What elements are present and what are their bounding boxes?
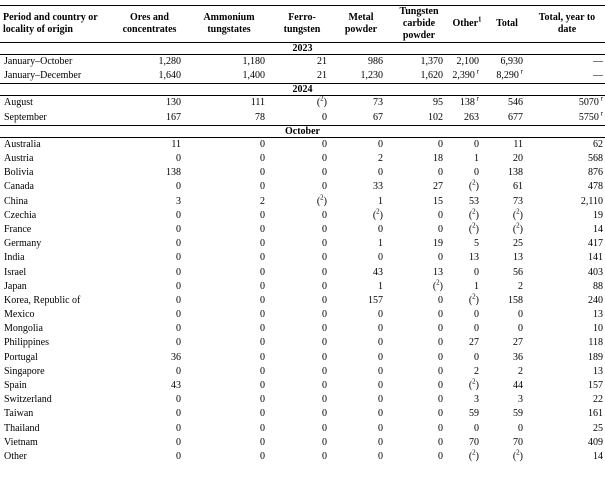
table-cell: 13: [469, 252, 479, 264]
table-cell: 240: [588, 294, 603, 306]
row-label: India: [4, 252, 25, 264]
table-cell: 53: [469, 195, 479, 207]
table-cell: 0: [176, 153, 181, 165]
table-cell: 876: [588, 167, 603, 179]
table-row: [0, 308, 605, 322]
row-label: Germany: [4, 238, 42, 250]
table-cell: 21: [317, 56, 327, 68]
table-cell: 478: [588, 181, 603, 193]
table-row: [0, 336, 605, 350]
table-cell: ($^2$): [512, 221, 523, 235]
column-header-1: Ores and concentrates: [112, 6, 187, 43]
table-cell: 161: [588, 408, 603, 420]
table-cell: —: [593, 70, 603, 82]
table-row: [0, 280, 605, 294]
section-title: 2023: [0, 43, 605, 55]
table-cell: 0: [322, 223, 327, 235]
table-cell: 33: [373, 181, 383, 193]
table-cell: 2,100: [456, 56, 479, 68]
table-cell: 0: [176, 309, 181, 321]
table-cell: 6,930: [500, 56, 523, 68]
table-cell: 263: [464, 111, 479, 123]
table-cell: 0: [176, 252, 181, 264]
table-cell: ($^2$): [316, 193, 327, 207]
table-cell: 0: [322, 266, 327, 278]
table-cell: 0: [474, 266, 479, 278]
table-cell: 11: [171, 138, 181, 150]
table-cell: 14: [593, 223, 603, 235]
table-cell: 0: [260, 223, 265, 235]
table-cell: 0: [438, 209, 443, 221]
table-row: [0, 365, 605, 379]
table-cell: 0: [260, 337, 265, 349]
row-label: Bolivia: [4, 167, 34, 179]
column-header-4: Metal powder: [333, 6, 389, 43]
table-cell: 62: [593, 138, 603, 150]
section-title: 2024: [0, 84, 605, 96]
table-cell: 0: [322, 238, 327, 250]
table-cell: 157: [368, 294, 383, 306]
table-cell: 0: [378, 394, 383, 406]
table-cell: 0: [322, 153, 327, 165]
table-cell: 0: [378, 167, 383, 179]
table-cell: 0: [322, 111, 327, 123]
table-cell: 0: [378, 223, 383, 235]
table-cell: 27: [433, 181, 443, 193]
table-cell: 0: [438, 138, 443, 150]
table-cell: 0: [438, 365, 443, 377]
table-cell: 0: [176, 323, 181, 335]
table-cell: ($^2$): [468, 448, 479, 462]
row-label: Korea, Republic of: [4, 294, 81, 306]
row-label: Japan: [4, 280, 27, 292]
table-cell: 102: [428, 111, 443, 123]
table-cell: 2: [518, 365, 523, 377]
table-cell: 986: [368, 56, 383, 68]
table-cell: 189: [588, 351, 603, 363]
table-cell: 0: [438, 294, 443, 306]
table-row: [0, 379, 605, 393]
table-cell: ($^2$): [468, 292, 479, 306]
table-cell: 0: [260, 209, 265, 221]
table-body: [0, 43, 605, 465]
table-cell: 0: [322, 252, 327, 264]
table-cell: 1: [378, 280, 383, 292]
table-cell: 11: [513, 138, 523, 150]
column-header-2: Ammonium tungstates: [187, 6, 271, 43]
table-cell: 0: [260, 252, 265, 264]
table-cell: 0: [378, 351, 383, 363]
table-cell: 0: [260, 408, 265, 420]
table-cell: ($^2$): [468, 179, 479, 193]
table-cell: 5750 $^r$: [578, 109, 603, 123]
table-row: [0, 407, 605, 421]
table-cell: 0: [260, 450, 265, 462]
table-cell: 403: [588, 266, 603, 278]
table-cell: 0: [438, 436, 443, 448]
table-cell: 0: [260, 309, 265, 321]
table-cell: ($^2$): [432, 278, 443, 292]
table-cell: 0: [438, 450, 443, 462]
table-cell: ($^2$): [468, 221, 479, 235]
column-header-8: Total, year to date: [529, 6, 605, 43]
table-cell: 0: [176, 294, 181, 306]
table-cell: 409: [588, 436, 603, 448]
table-cell: 0: [322, 422, 327, 434]
table-cell: 2: [260, 195, 265, 207]
column-header-3: Ferro-tungsten: [271, 6, 333, 43]
table-cell: 5070 $^r$: [578, 95, 603, 109]
table-cell: 1: [474, 280, 479, 292]
table-cell: 5: [474, 238, 479, 250]
table-cell: 0: [322, 365, 327, 377]
table-row: [0, 436, 605, 450]
table-row: [0, 55, 605, 70]
table-cell: 36: [513, 351, 523, 363]
table-cell: 0: [260, 351, 265, 363]
column-header-0: Period and country or locality of origin: [0, 6, 112, 43]
column-header-6: Other$^1$: [449, 6, 485, 43]
table-cell: 2: [378, 153, 383, 165]
table-cell: 568: [588, 153, 603, 165]
table-cell: 20: [513, 153, 523, 165]
row-label: Portugal: [4, 351, 38, 363]
header-row: [0, 6, 605, 43]
table-cell: 0: [378, 408, 383, 420]
table-cell: 67: [373, 111, 383, 123]
table-cell: 0: [176, 422, 181, 434]
row-label: Other: [4, 450, 27, 462]
table-cell: 0: [260, 436, 265, 448]
table-cell: 0: [474, 167, 479, 179]
table-cell: 0: [438, 422, 443, 434]
table-cell: 0: [438, 252, 443, 264]
table-cell: 0: [378, 323, 383, 335]
table-cell: 2: [518, 280, 523, 292]
table-cell: 0: [322, 351, 327, 363]
table-cell: 0: [378, 337, 383, 349]
row-label: January–December: [4, 70, 82, 82]
table-cell: 0: [438, 351, 443, 363]
table-cell: 138: [508, 167, 523, 179]
table-cell: 167: [166, 111, 181, 123]
table-cell: 0: [176, 365, 181, 377]
table-cell: 157: [588, 380, 603, 392]
table-cell: ($^2$): [372, 207, 383, 221]
table-cell: —: [593, 56, 603, 68]
table-cell: 73: [513, 195, 523, 207]
table-cell: 73: [373, 97, 383, 109]
table-cell: 0: [474, 351, 479, 363]
row-label: Czechia: [4, 209, 37, 221]
table-cell: 1,280: [158, 56, 181, 68]
table-cell: 3: [518, 394, 523, 406]
table-cell: 13: [513, 252, 523, 264]
row-label: Mexico: [4, 309, 35, 321]
table-cell: 0: [176, 450, 181, 462]
table-cell: 78: [255, 111, 265, 123]
column-header-7: Total: [485, 6, 529, 43]
table-cell: 0: [378, 365, 383, 377]
table-cell: 138: [166, 167, 181, 179]
table-cell: 0: [518, 309, 523, 321]
row-label: Mongolia: [4, 323, 43, 335]
table-row: [0, 180, 605, 194]
table-cell: 0: [322, 309, 327, 321]
table-cell: 0: [260, 394, 265, 406]
row-label: France: [4, 223, 32, 235]
table-cell: 0: [322, 450, 327, 462]
row-label: Vietnam: [4, 436, 38, 448]
table-cell: 56: [513, 266, 523, 278]
table-cell: 0: [378, 309, 383, 321]
table-row: [0, 265, 605, 279]
row-label: September: [4, 111, 47, 123]
table-cell: 0: [322, 323, 327, 335]
table-cell: 0: [176, 209, 181, 221]
table-cell: 18: [433, 153, 443, 165]
table-cell: 27: [513, 337, 523, 349]
table-row: [0, 195, 605, 209]
table-cell: 0: [322, 181, 327, 193]
table-cell: 0: [322, 408, 327, 420]
table-cell: 1: [378, 238, 383, 250]
table-row: [0, 96, 605, 111]
row-label: January–October: [4, 56, 73, 68]
table-cell: 2,390 $^r$: [452, 67, 479, 82]
table-row: [0, 322, 605, 336]
table-cell: 19: [433, 238, 443, 250]
table-cell: 22: [593, 394, 603, 406]
table-cell: 19: [593, 209, 603, 221]
table-cell: 43: [373, 266, 383, 278]
row-label: China: [4, 195, 28, 207]
table-cell: 0: [176, 223, 181, 235]
table-cell: 111: [250, 97, 265, 109]
table-cell: 0: [260, 153, 265, 165]
table-cell: 44: [513, 380, 523, 392]
table-cell: 0: [260, 294, 265, 306]
table-cell: 27: [469, 337, 479, 349]
table-cell: 0: [260, 280, 265, 292]
table-cell: 70: [513, 436, 523, 448]
section-header: [0, 43, 605, 55]
table-cell: 0: [260, 323, 265, 335]
table-cell: 0: [474, 422, 479, 434]
table-cell: 0: [322, 138, 327, 150]
table-cell: ($^2$): [512, 207, 523, 221]
table-cell: 0: [322, 209, 327, 221]
table-cell: 3: [474, 394, 479, 406]
table-cell: 0: [260, 422, 265, 434]
table-cell: 1,640: [158, 70, 181, 82]
table-cell: 0: [438, 337, 443, 349]
table-cell: 0: [438, 380, 443, 392]
table-cell: 0: [438, 309, 443, 321]
table-cell: 88: [593, 280, 603, 292]
table-cell: 0: [438, 167, 443, 179]
table-cell: 677: [508, 111, 523, 123]
table-cell: ($^2$): [316, 95, 327, 109]
table-cell: 0: [438, 323, 443, 335]
row-label: Israel: [4, 266, 27, 278]
table-cell: 0: [176, 266, 181, 278]
table-cell: 1: [378, 195, 383, 207]
table-cell: 0: [518, 323, 523, 335]
table-cell: 13: [593, 365, 603, 377]
table-cell: 0: [176, 181, 181, 193]
table-cell: 1: [474, 153, 479, 165]
table-row: [0, 251, 605, 265]
row-label: Australia: [4, 138, 41, 150]
row-label: Singapore: [4, 365, 45, 377]
table-cell: 0: [438, 223, 443, 235]
table-cell: 0: [260, 266, 265, 278]
table-cell: 0: [322, 380, 327, 392]
section-title: October: [0, 125, 605, 137]
table-cell: 25: [593, 422, 603, 434]
row-label: Austria: [4, 153, 34, 165]
table-row: [0, 166, 605, 180]
table-cell: 13: [593, 309, 603, 321]
table-cell: 0: [260, 238, 265, 250]
section-header: [0, 125, 605, 137]
table-cell: 0: [378, 252, 383, 264]
table-cell: 13: [433, 266, 443, 278]
table-cell: 1,180: [242, 56, 265, 68]
table-row: [0, 223, 605, 237]
table-cell: 0: [260, 181, 265, 193]
table-cell: 0: [260, 167, 265, 179]
table-cell: 0: [438, 408, 443, 420]
table-cell: 0: [474, 138, 479, 150]
table-cell: 0: [378, 138, 383, 150]
table-cell: 0: [176, 238, 181, 250]
table-cell: 1,230: [360, 70, 383, 82]
table-cell: 0: [322, 394, 327, 406]
table-cell: 0: [322, 294, 327, 306]
table-cell: 43: [171, 380, 181, 392]
imports-table: [0, 5, 605, 464]
table-cell: 158: [508, 294, 523, 306]
table-cell: 0: [518, 422, 523, 434]
table-cell: 138 $^r$: [459, 95, 479, 109]
table-cell: 130: [166, 97, 181, 109]
table-cell: ($^2$): [468, 377, 479, 392]
table-cell: 0: [176, 394, 181, 406]
table-cell: 14: [593, 450, 603, 462]
table-cell: 0: [378, 380, 383, 392]
row-label: Canada: [4, 181, 34, 193]
table-cell: 21: [317, 70, 327, 82]
table-cell: 36: [171, 351, 181, 363]
table-cell: 59: [513, 408, 523, 420]
table-cell: 0: [176, 337, 181, 349]
table-cell: 0: [260, 365, 265, 377]
table-row: [0, 450, 605, 464]
table-row: [0, 209, 605, 223]
table-cell: 546: [508, 97, 523, 109]
row-label: Philippines: [4, 337, 50, 349]
table-cell: 0: [322, 436, 327, 448]
table-cell: 417: [588, 238, 603, 250]
table-cell: 10: [593, 323, 603, 335]
table-cell: 70: [469, 436, 479, 448]
table-cell: 95: [433, 97, 443, 109]
table-cell: ($^2$): [512, 448, 523, 462]
table-cell: 118: [588, 337, 603, 349]
table-cell: 8,290 $^r$: [496, 67, 523, 82]
column-header-5: Tungsten carbide powder: [389, 6, 449, 43]
table-cell: 0: [176, 280, 181, 292]
table-cell: 0: [176, 408, 181, 420]
table-cell: 0: [260, 138, 265, 150]
section-header: [0, 84, 605, 96]
table-row: [0, 152, 605, 166]
table-cell: 0: [322, 280, 327, 292]
table-cell: 1,370: [420, 56, 443, 68]
row-label: Spain: [4, 380, 27, 392]
table-row: [0, 294, 605, 308]
table-cell: 0: [176, 436, 181, 448]
table-row: [0, 137, 605, 152]
table-cell: 0: [474, 309, 479, 321]
table-cell: 0: [378, 422, 383, 434]
table-row: [0, 351, 605, 365]
table-cell: 0: [438, 394, 443, 406]
table-cell: 2,110: [580, 195, 603, 207]
footnote-marker: 1: [478, 15, 482, 24]
table-cell: 0: [474, 323, 479, 335]
table-cell: 0: [322, 337, 327, 349]
table-cell: 0: [378, 450, 383, 462]
table-cell: 1,620: [420, 70, 443, 82]
row-label: Switzerland: [4, 394, 52, 406]
table-row: [0, 393, 605, 407]
table-cell: 61: [513, 181, 523, 193]
table-cell: 1,400: [242, 70, 265, 82]
row-label: Thailand: [4, 422, 40, 434]
row-label: Taiwan: [4, 408, 34, 420]
table-cell: 15: [433, 195, 443, 207]
table-row: [0, 111, 605, 126]
table-cell: 59: [469, 408, 479, 420]
table-cell: 141: [588, 252, 603, 264]
table-row: [0, 69, 605, 84]
table-row: [0, 422, 605, 436]
table-cell: 0: [322, 167, 327, 179]
table-cell: 2: [474, 365, 479, 377]
table-cell: 25: [513, 238, 523, 250]
table-cell: 3: [176, 195, 181, 207]
table-cell: 0: [378, 436, 383, 448]
table-cell: ($^2$): [468, 207, 479, 221]
table-cell: 0: [260, 380, 265, 392]
table-row: [0, 237, 605, 251]
row-label: August: [4, 97, 33, 109]
